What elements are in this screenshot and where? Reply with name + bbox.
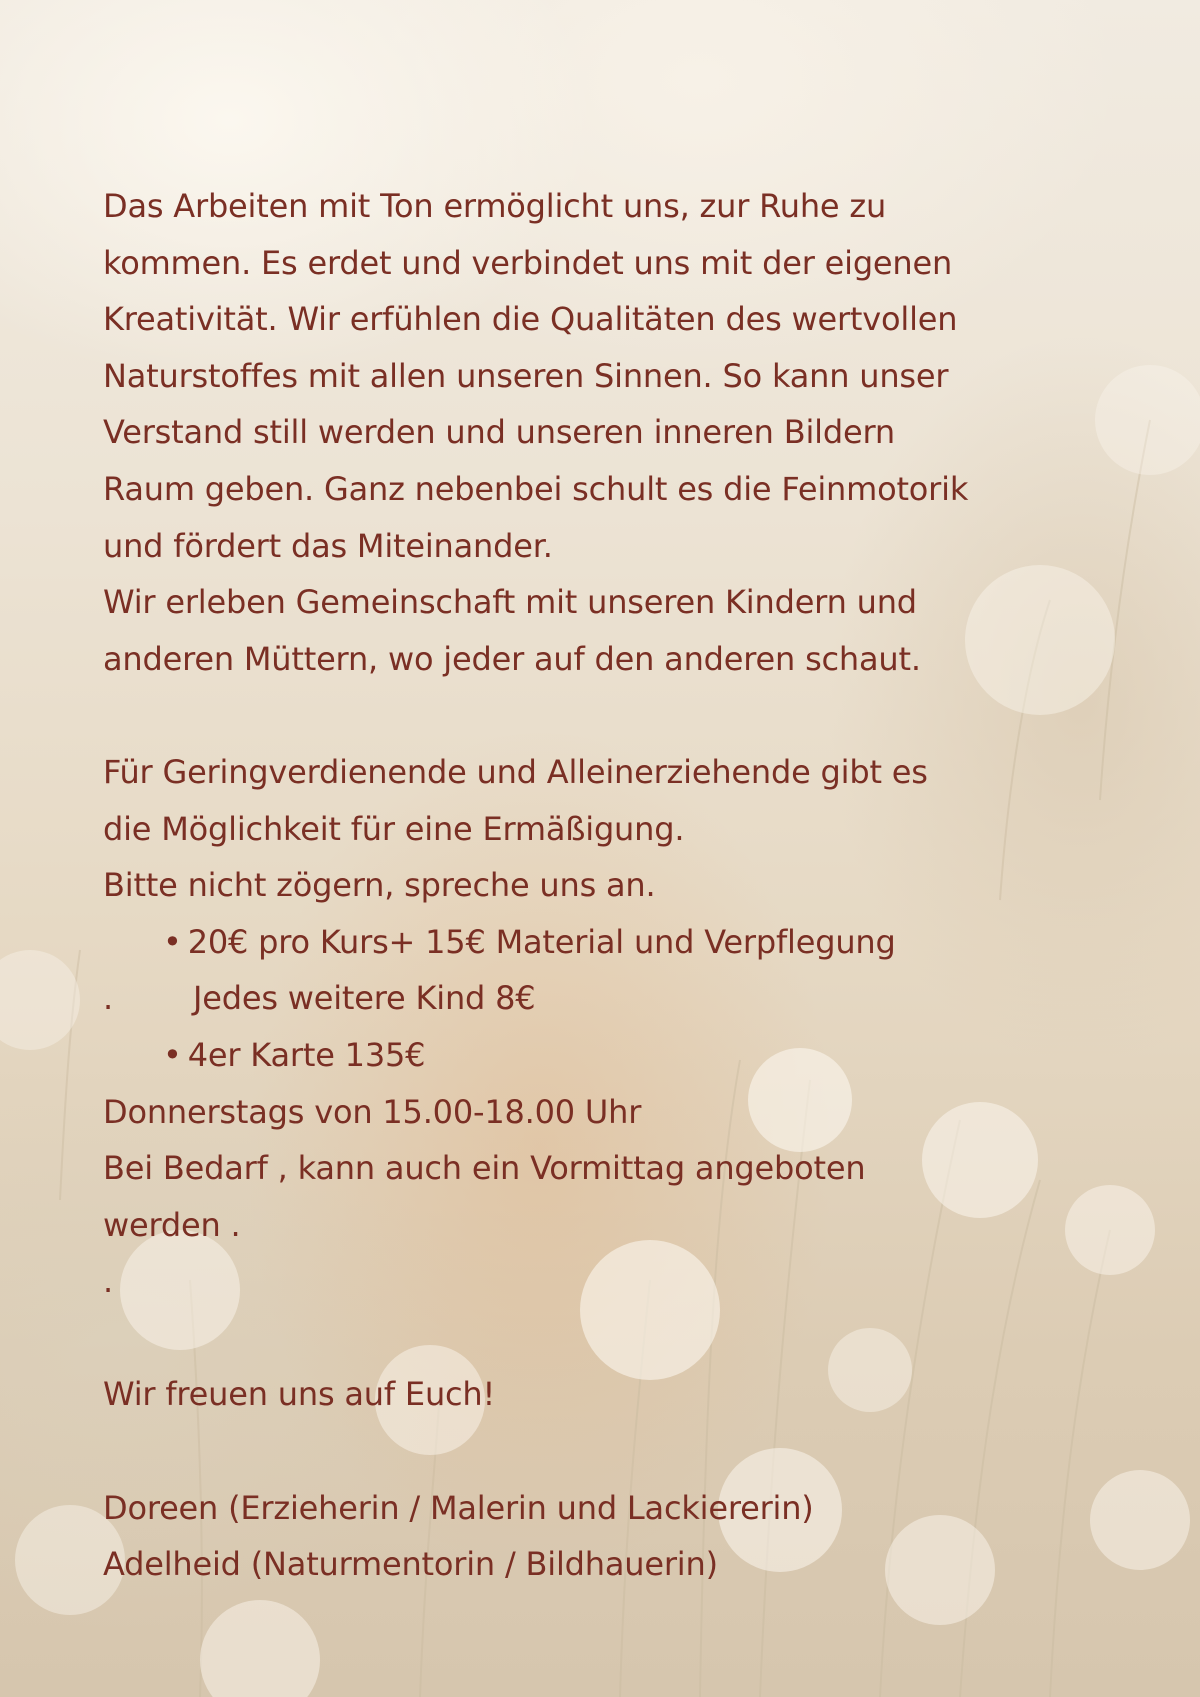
- schedule: [103, 1084, 1103, 1310]
- intro-line: und fördert das Miteinander.: [103, 526, 553, 565]
- price-item-card: • 4er Karte 135€: [103, 1027, 1103, 1084]
- spacer: [103, 1310, 1103, 1367]
- price-item-extra-child-text: Jedes weitere Kind 8€: [193, 979, 536, 1018]
- team-member: Doreen (Erzieherin / Malerin und Lackiererin): [103, 1488, 814, 1527]
- spacer: [103, 1423, 1103, 1480]
- schedule-line: .: [103, 1262, 113, 1301]
- intro-line: Das Arbeiten mit Ton ermöglicht uns, zur Ruhe zu: [103, 187, 887, 225]
- discount-paragraph: [103, 744, 1103, 914]
- intro-line: Naturstoffes mit allen unseren Sinnen. So kann unser: [103, 356, 949, 395]
- discount-line: Bitte nicht zögern, spreche uns an.: [103, 866, 656, 905]
- team-member: Adelheid (Naturmentorin / Bildhauerin): [103, 1545, 718, 1584]
- closing-line: Wir freuen uns auf Euch!: [103, 1375, 496, 1414]
- price-list: [103, 914, 1103, 1084]
- price-item-course: • 20€ pro Kurs+ 15€ Material und Verpflegung: [103, 914, 1103, 971]
- price-item-extra-child: [103, 970, 1103, 1027]
- team-list: [103, 1480, 1103, 1593]
- intro-line: Wir erleben Gemeinschaft mit unseren Kindern und: [103, 583, 917, 622]
- intro-line: Kreativität. Wir erfühlen die Qualitäten des wertvollen: [103, 300, 958, 339]
- intro-paragraph: [103, 178, 1103, 687]
- intro-line: Raum geben. Ganz nebenbei schult es die Feinmotorik: [103, 469, 969, 508]
- schedule-line: Bei Bedarf , kann auch ein Vormittag angeboten: [103, 1149, 866, 1188]
- intro-line: anderen Müttern, wo jeder auf den anderen schaut.: [103, 639, 921, 678]
- intro-line: kommen. Es erdet und verbindet uns mit der eigenen: [103, 243, 953, 282]
- schedule-line: Donnerstags von 15.00-18.00 Uhr: [103, 1092, 642, 1131]
- schedule-line: werden .: [103, 1205, 241, 1244]
- discount-line: Für Geringverdienende und Alleinerziehende gibt es: [103, 752, 928, 791]
- stray-dot: .: [103, 979, 113, 1018]
- discount-line: die Möglichkeit für eine Ermäßigung.: [103, 809, 685, 848]
- flyer-text: [103, 178, 1103, 1593]
- spacer: [103, 687, 1103, 744]
- intro-line: Verstand still werden und unseren inneren Bildern: [103, 413, 895, 452]
